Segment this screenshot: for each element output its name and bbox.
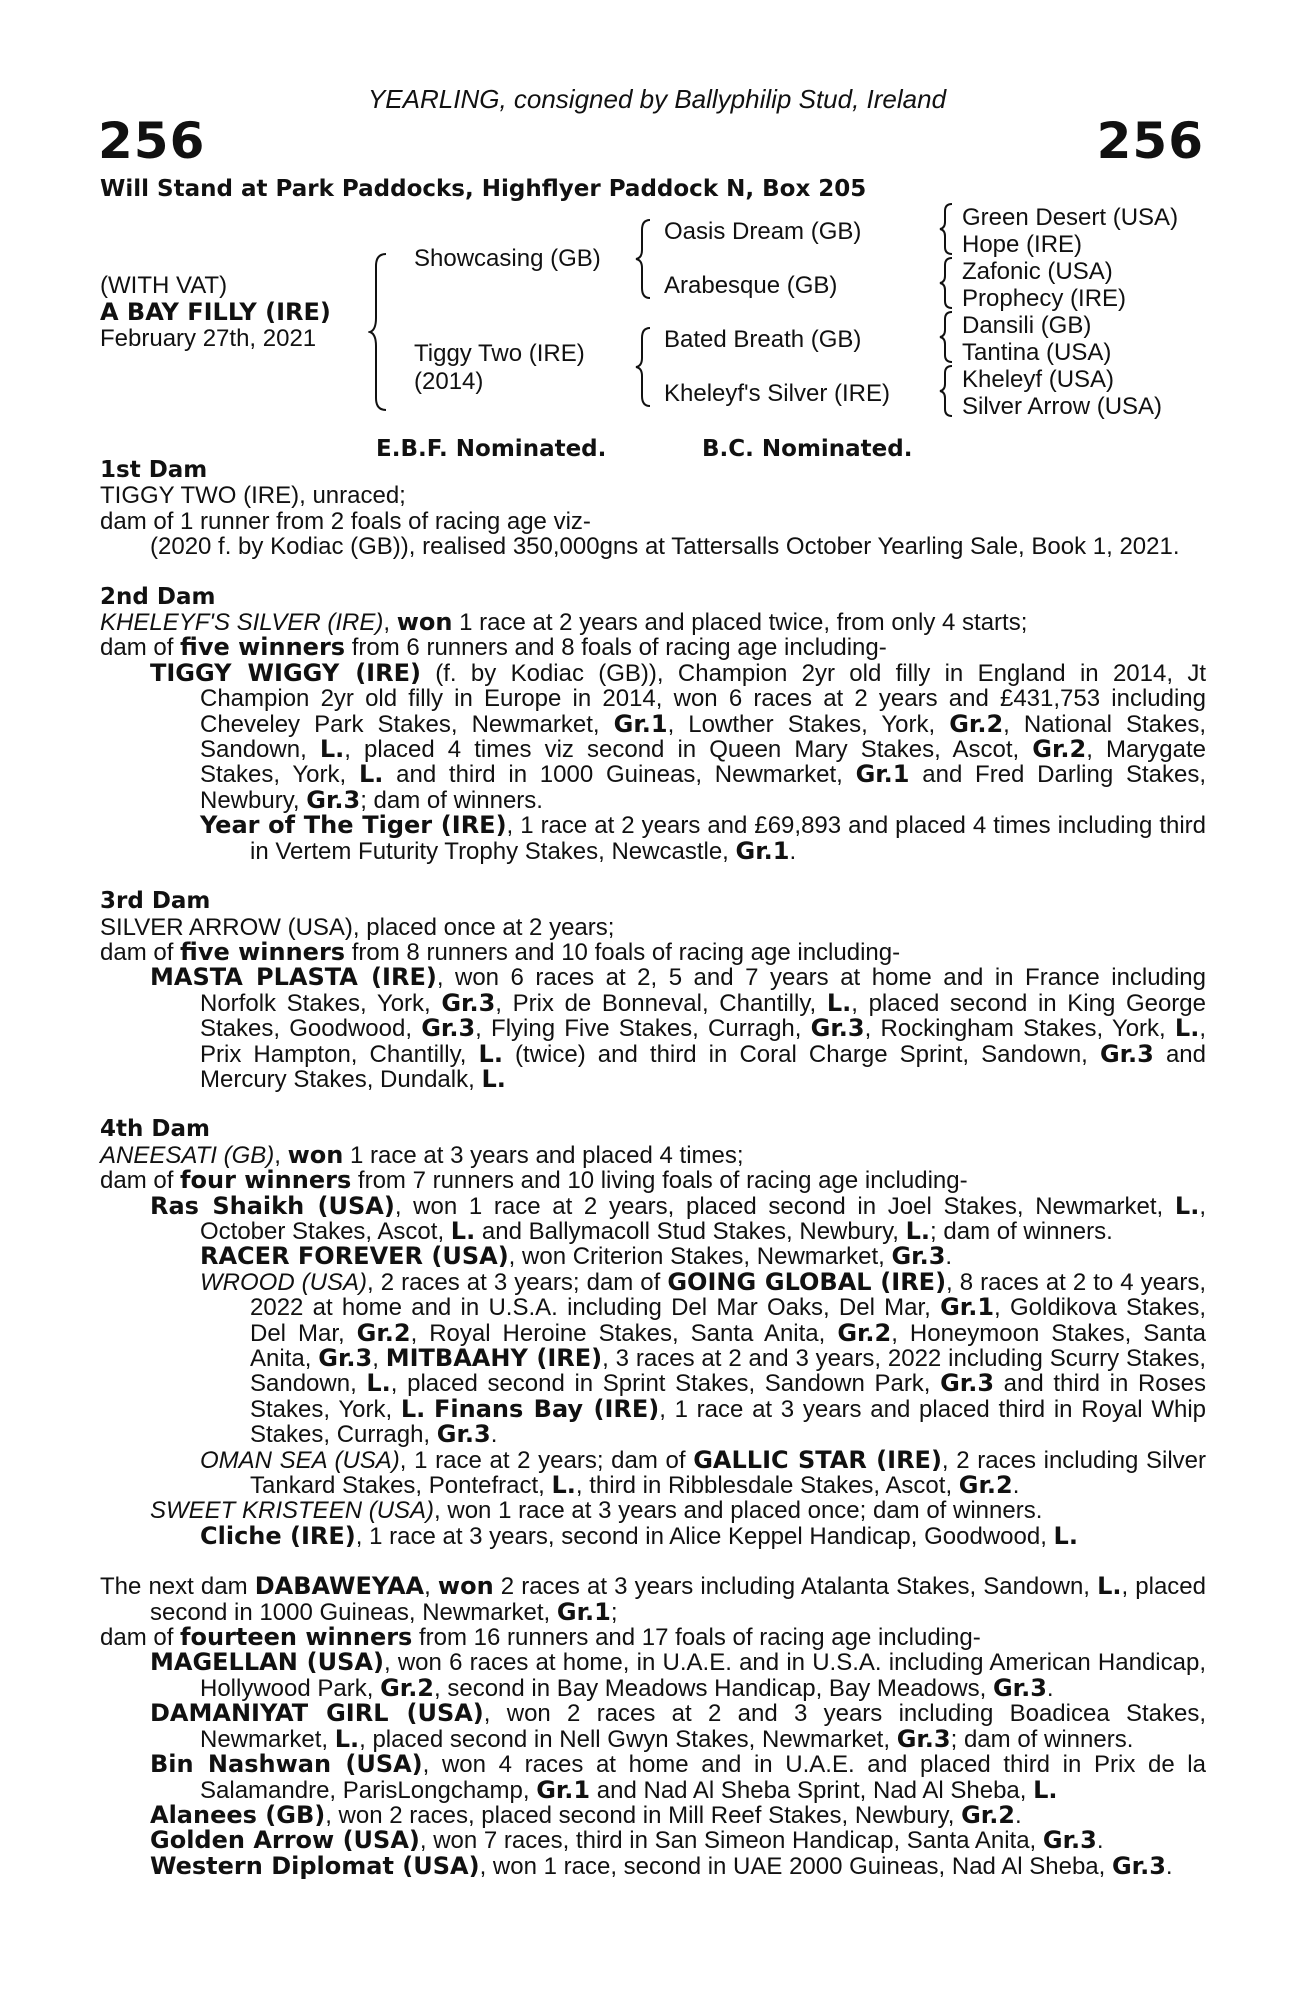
lot-number-right: 256 bbox=[1096, 112, 1204, 170]
next-dam-produce: dam of fourteen winners from 16 runners and 17 foals of racing age including- bbox=[100, 1623, 981, 1652]
first-dam-line: TIGGY TWO (IRE), unraced; bbox=[100, 482, 406, 510]
ancestor-tantina: Tantina (USA) bbox=[962, 339, 1112, 366]
ebf-nomination: E.B.F. Nominated. bbox=[376, 436, 607, 462]
fourth-dam-progeny-6: Cliche (IRE), 1 race at 3 years, second in Alice Keppel Handicap, Goodwood, L. bbox=[200, 1521, 1078, 1550]
brace-3a bbox=[938, 202, 956, 256]
brace-1 bbox=[368, 252, 390, 412]
next-dam-progeny-5: Golden Arrow (USA), won 7 races, third in San Simeon Handicap, Santa Anita, Gr.3. bbox=[150, 1826, 1104, 1855]
horse-name: A BAY FILLY (IRE) bbox=[100, 298, 331, 326]
consignor-subtitle: YEARLING, consigned by Ballyphilip Stud, Ireland bbox=[367, 84, 947, 114]
sire-dam: Arabesque (GB) bbox=[664, 272, 838, 299]
second-dam-line: KHELEYF'S SILVER (IRE), won 1 race at 2 years and placed twice, from only 4 starts; bbox=[100, 608, 1028, 637]
third-dam-heading: 3rd Dam bbox=[100, 888, 211, 915]
ancestor-kheleyf: Kheleyf (USA) bbox=[962, 366, 1115, 393]
fourth-dam-line: ANEESATI (GB), won 1 race at 3 years and placed 4 times; bbox=[100, 1140, 744, 1169]
first-dam-produce: dam of 1 runner from 2 foals of racing age viz- bbox=[100, 507, 591, 535]
ancestor-zafonic: Zafonic (USA) bbox=[962, 258, 1113, 285]
ancestor-hope: Hope (IRE) bbox=[962, 231, 1083, 258]
next-dam-progeny-2: DAMANIYAT GIRL (USA), won 2 races at 2 and 3 years including Boadicea Stakes, Newmarket, L., placed second in Nell Gwyn Stakes, Newmarket, Gr.3; dam of winners. bbox=[150, 1699, 1207, 1753]
dam-sire: Bated Breath (GB) bbox=[664, 326, 862, 353]
lot-number-left: 256 bbox=[98, 112, 206, 170]
brace-2a bbox=[634, 218, 654, 300]
brace-3d bbox=[938, 364, 956, 418]
third-dam-produce: dam of five winners from 8 runners and 10 foals of racing age including- bbox=[100, 937, 901, 966]
next-dam-progeny-6: Western Diplomat (USA), won 1 race, second in UAE 2000 Guineas, Nad Al Sheba, Gr.3. bbox=[150, 1851, 1173, 1880]
fourth-dam-progeny-3: WROOD (USA), 2 races at 3 years; dam of GOING GLOBAL (IRE), 8 races at 2 to 4 years, 2022 at home and in U.S.A. including Del Mar Oaks, Del Mar, Gr.1, Goldikova Stakes, Del Mar, Gr.2, Royal Heroine Stakes, Santa Anita, Gr.2, Honeymoon Stakes, Santa Anita, Gr.3, MITBAAHY (IRE), 3 races at 2 and 3 years, 2022 including Scurry Stakes, Sandown, L., placed second in Sprint Stakes, Sandown Park, Gr.3 and third in Roses Stakes, York, L. Finans Bay (IRE), 1 race at 3 years and placed third in Royal Whip Stakes, Curragh, Gr.3. bbox=[200, 1267, 1207, 1449]
foaling-date: February 27th, 2021 bbox=[100, 325, 317, 352]
next-dam-progeny-4: Alanees (GB), won 2 races, placed second in Mill Reef Stakes, Newbury, Gr.2. bbox=[150, 1800, 1022, 1829]
ancestor-silver-arrow: Silver Arrow (USA) bbox=[962, 393, 1163, 420]
brace-3b bbox=[938, 256, 956, 310]
fourth-dam-progeny-5: SWEET KRISTEEN (USA), won 1 race at 3 years and placed once; dam of winners. bbox=[150, 1497, 1043, 1525]
dam-line-2: (2014) bbox=[414, 368, 484, 395]
sire-sire: Oasis Dream (GB) bbox=[664, 218, 862, 245]
produce-record bbox=[100, 458, 1206, 1879]
dam-dam: Kheleyf's Silver (IRE) bbox=[664, 380, 890, 407]
fourth-dam-heading: 4th Dam bbox=[100, 1116, 210, 1143]
third-dam-line: SILVER ARROW (USA), placed once at 2 years; bbox=[100, 913, 615, 941]
bc-nomination: B.C. Nominated. bbox=[702, 436, 913, 462]
next-dam-progeny-1: MAGELLAN (USA), won 6 races at home, in U.A.E. and in U.S.A. including American Handicap, Hollywood Park, Gr.2, second in Bay Meadows Handicap, Bay Meadows, Gr.3. bbox=[150, 1648, 1207, 1702]
next-dam-line: The next dam DABAWEYAA, won 2 races at 3 years including Atalanta Stakes, Sandown, L., placed second in 1000 Guineas, Newmarket, Gr.1; bbox=[100, 1572, 1206, 1626]
ancestor-dansili: Dansili (GB) bbox=[962, 312, 1092, 339]
second-dam-produce: dam of five winners from 6 runners and 8 foals of racing age including- bbox=[100, 633, 887, 662]
second-dam-progeny-1: TIGGY WIGGY (IRE) (f. by Kodiac (GB)), Champion 2yr old filly in England in 2014, Jt Champion 2yr old filly in Europe in 2014, won 6 races at 2 years and £431,753 including Cheveley Park Stakes, Newmarket, Gr.1, Lowther Stakes, York, Gr.2, National Stakes, Sandown, L., placed 4 times viz second in Queen Mary Stakes, Ascot, Gr.2, Marygate Stakes, York, L. and third in 1000 Guineas, Newmarket, Gr.1 and Fred Darling Stakes, Newbury, Gr.3; dam of winners. bbox=[150, 658, 1207, 814]
ancestor-prophecy: Prophecy (IRE) bbox=[962, 285, 1127, 312]
fourth-dam-progeny-1: Ras Shaikh (USA), won 1 race at 2 years, placed second in Joel Stakes, Newmarket, L., October Stakes, Ascot, L. and Ballymacoll Stud Stakes, Newbury, L.; dam of winners. bbox=[150, 1191, 1206, 1245]
fourth-dam-progeny-4: OMAN SEA (USA), 1 race at 2 years; dam of GALLIC STAR (IRE), 2 races including Silver Tankard Stakes, Pontefract, L., third in Ribblesdale Stakes, Ascot, Gr.2. bbox=[200, 1445, 1207, 1500]
second-dam-progeny-2: Year of The Tiger (IRE), 1 race at 2 years and £69,893 and placed 4 times including third in Vertem Futurity Trophy Stakes, Newcastle, Gr.1. bbox=[200, 811, 1207, 865]
third-dam-progeny-1: MASTA PLASTA (IRE), won 6 races at 2, 5 and 7 years at home and in France including Norfolk Stakes, York, Gr.3, Prix de Bonneval, Chantilly, L., placed second in King George Stakes, Goodwood, Gr.3, Flying Five Stakes, Curragh, Gr.3, Rockingham Stakes, York, L., Prix Hampton, Chantilly, L. (twice) and third in Coral Charge Sprint, Sandown, Gr.3 and Mercury Stakes, Dundalk, L. bbox=[150, 963, 1207, 1093]
fourth-dam-progeny-2: RACER FOREVER (USA), won Criterion Stakes, Newmarket, Gr.3. bbox=[200, 1242, 953, 1271]
first-dam-foal: (2020 f. by Kodiac (GB)), realised 350,000gns at Tattersalls October Yearling Sale, Book 1, 2021. bbox=[150, 533, 1180, 561]
next-dam-progeny-3: Bin Nashwan (USA), won 4 races at home and in U.A.E. and placed third in Prix de la Salamandre, ParisLongchamp, Gr.1 and Nad Al Sheba Sprint, Nad Al Sheba, L. bbox=[150, 1750, 1206, 1804]
stable-location: Will Stand at Park Paddocks, Highflyer Paddock N, Box 205 bbox=[100, 176, 867, 202]
sire: Showcasing (GB) bbox=[414, 245, 601, 272]
dam-line-1: Tiggy Two (IRE) bbox=[414, 340, 585, 367]
ancestor-green-desert: Green Desert (USA) bbox=[962, 204, 1179, 231]
fourth-dam-produce: dam of four winners from 7 runners and 10 living foals of racing age including- bbox=[100, 1166, 968, 1195]
vat-note: (WITH VAT) bbox=[100, 272, 228, 299]
brace-2b bbox=[634, 326, 654, 408]
brace-3c bbox=[938, 310, 956, 364]
first-dam-heading: 1st Dam bbox=[100, 457, 208, 483]
second-dam-heading: 2nd Dam bbox=[100, 583, 216, 610]
